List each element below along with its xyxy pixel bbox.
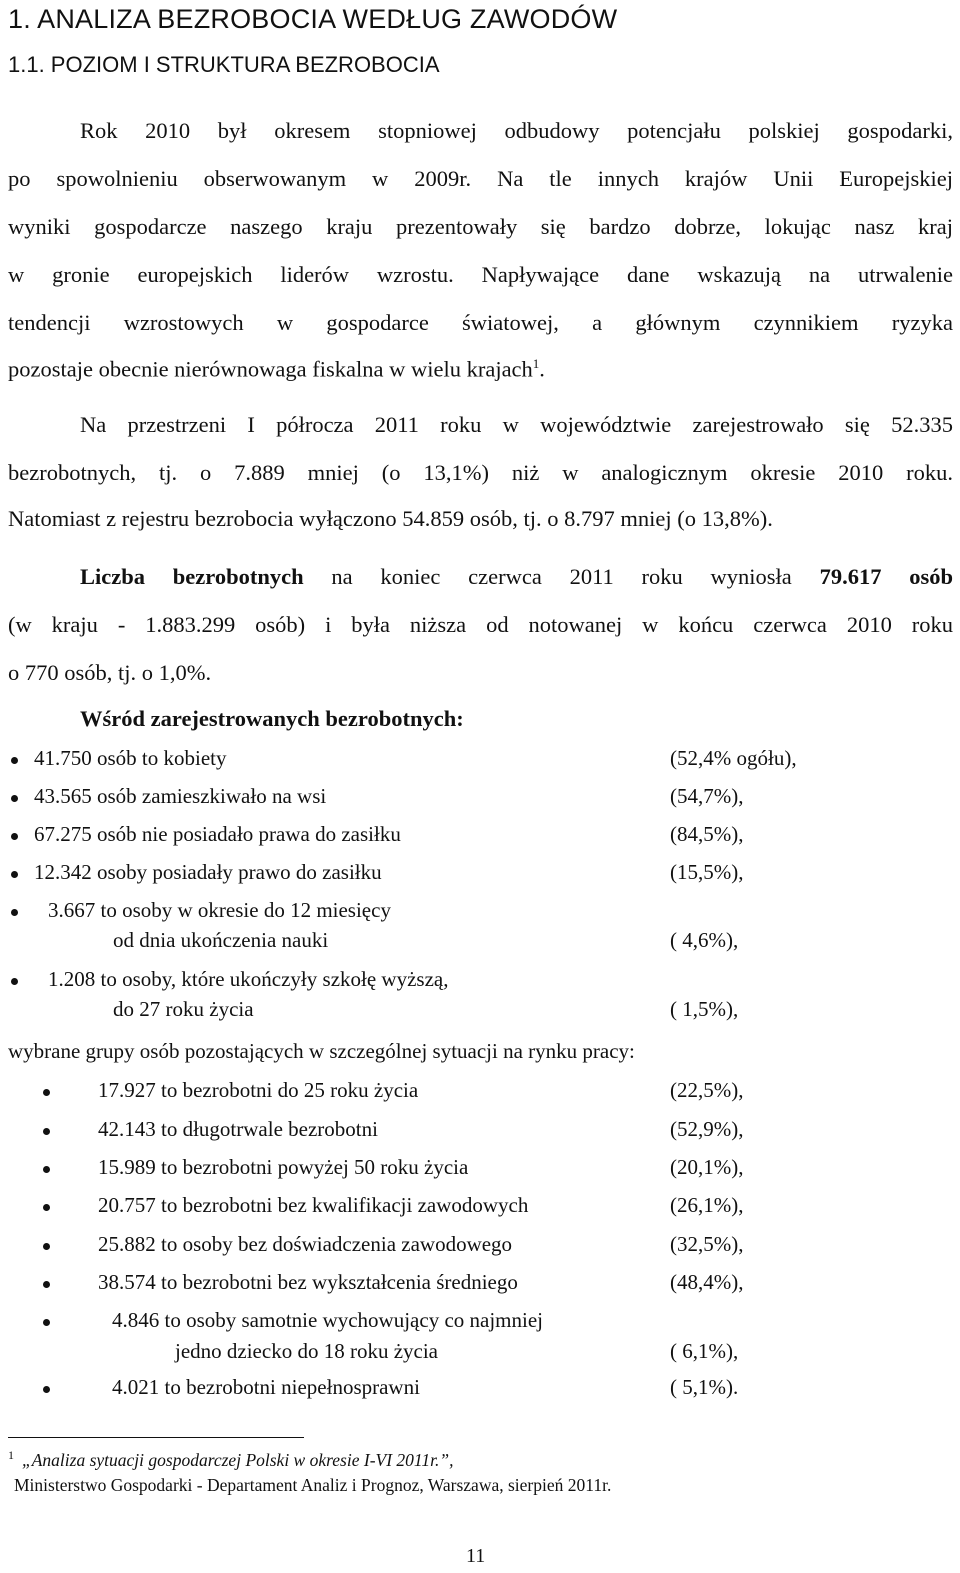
list-item-percent: ( 5,1%). [670,1375,739,1399]
bullet-icon [11,833,18,840]
bullet-icon [43,1386,50,1393]
heading-main: 1. ANALIZA BEZROBOCIA WEDŁUG ZAWODÓW [8,4,618,34]
paragraph-text: pozostaje obecnie nierównowaga fiskalna w wielu krajach [8,356,533,382]
bullet-icon [11,978,18,985]
list-item-percent: (22,5%), [670,1078,744,1102]
paragraph-line: Rok 2010 był okresem stopniowej odbudowy potencjału polskiej gospodarki, [80,118,953,143]
bullet-icon [11,871,18,878]
list-item-percent: (54,7%), [670,784,744,808]
list-item-percent: (15,5%), [670,860,744,884]
bullet-icon [11,909,18,916]
list-item-text: 38.574 to bezrobotni bez wykształcenia średniego [98,1270,518,1294]
bullet-icon [43,1089,50,1096]
list-item-text: 41.750 osób to kobiety [34,746,227,770]
bullet-icon [43,1243,50,1250]
list-item-percent: ( 1,5%), [670,997,739,1021]
list-item-percent: (48,4%), [670,1270,744,1294]
paragraph-line: w gronie europejskich liderów wzrostu. Napływające dane wskazują na utrwalenie [8,262,953,287]
list-item-text: 12.342 osoby posiadały prawo do zasiłku [34,860,382,884]
paragraph-line [80,564,953,590]
list-item-text: 1.208 to osoby, które ukończyły szkołę wyższą, [48,967,449,991]
paragraph-line: o 770 osób, tj. o 1,0%. [8,660,212,685]
bullet-icon [43,1281,50,1288]
paragraph-text: na koniec czerwca 2011 roku wyniosła [331,564,792,589]
list-item-percent: (52,4% ogółu), [670,746,797,770]
heading-sub: 1.1. POZIOM I STRUKTURA BEZROBOCIA [8,52,440,77]
list-item-text: 43.565 osób zamieszkiwało na wsi [34,784,327,808]
list-item-text: 17.927 to bezrobotni do 25 roku życia [98,1078,419,1102]
bullet-icon [43,1166,50,1173]
footnote-mark: 1 [8,1448,14,1462]
bullet-icon [43,1204,50,1211]
paragraph-line: Natomiast z rejestru bezrobocia wyłączono 54.859 osób, tj. o 8.797 mniej (o 13,8%). [8,506,773,531]
list-item-text: 3.667 to osoby w okresie do 12 miesięcy [48,898,391,922]
list-item-text-continued: od dnia ukończenia nauki [113,928,329,952]
list-item-percent: (32,5%), [670,1232,744,1256]
paragraph-line-last [8,356,953,383]
list-item-text-continued: do 27 roku życia [113,997,254,1021]
list-item-text: 4.021 to bezrobotni niepełnosprawni [112,1375,420,1399]
list-item-text: 20.757 to bezrobotni bez kwalifikacji zawodowych [98,1193,529,1217]
list-item-percent: (20,1%), [670,1155,744,1179]
bold-text: 79.617 osób [819,564,953,589]
list-item-text: 42.143 to długotrwale bezrobotni [98,1117,378,1141]
list-item-text: 15.989 to bezrobotni powyżej 50 roku życia [98,1155,469,1179]
list-item-text-continued: jedno dziecko do 18 roku życia [175,1339,438,1363]
list-item-text: 4.846 to osoby samotnie wychowujący co najmniej [112,1308,544,1332]
page-number: 11 [466,1545,486,1567]
footnote-reference: 1 [532,356,540,371]
footnote-title: „Analiza sytuacji gospodarczej Polski w okresie I-VI 2011r.”, [22,1450,454,1470]
list-item-percent: (52,9%), [670,1117,744,1141]
list-item-percent: ( 4,6%), [670,928,739,952]
paragraph-line: (w kraju - 1.883.299 osób) i była niższa od notowanej w końcu czerwca 2010 roku [8,612,953,637]
list-item-text: 25.882 to osoby bez doświadczenia zawodowego [98,1232,513,1256]
paragraph-line: bezrobotnych, tj. o 7.889 mniej (o 13,1%) niż w analogicznym okresie 2010 roku. [8,460,953,485]
bold-text: Liczba bezrobotnych [80,564,304,589]
paragraph-line: wyniki gospodarcze naszego kraju prezentowały się bardzo dobrze, lokując nasz kraj [8,214,953,239]
paragraph-line: tendencji wzrostowych w gospodarce światowej, a głównym czynnikiem ryzyka [8,310,953,335]
footnote-source: Ministerstwo Gospodarki - Departament Analiz i Prognoz, Warszawa, sierpień 2011r. [14,1475,612,1495]
list-item-percent: ( 6,1%), [670,1339,739,1363]
paragraph-line: po spowolnieniu obserwowanym w 2009r. Na tle innych krajów Unii Europejskiej [8,166,953,191]
list-title: wybrane grupy osób pozostających w szczególnej sytuacji na rynku pracy: [8,1039,635,1063]
list-item-percent: (84,5%), [670,822,744,846]
bullet-icon [11,757,18,764]
bullet-icon [11,795,18,802]
list-item-percent: (26,1%), [670,1193,744,1217]
paragraph-text: . [539,356,545,382]
footnote-divider [8,1437,304,1438]
list-item-text: 67.275 osób nie posiadało prawa do zasiłku [34,822,401,846]
bullet-icon [43,1319,50,1326]
paragraph-line: Na przestrzeni I półrocza 2011 roku w województwie zarejestrowało się 52.335 [80,412,953,437]
list-title: Wśród zarejestrowanych bezrobotnych: [80,706,464,731]
bullet-icon [43,1128,50,1135]
